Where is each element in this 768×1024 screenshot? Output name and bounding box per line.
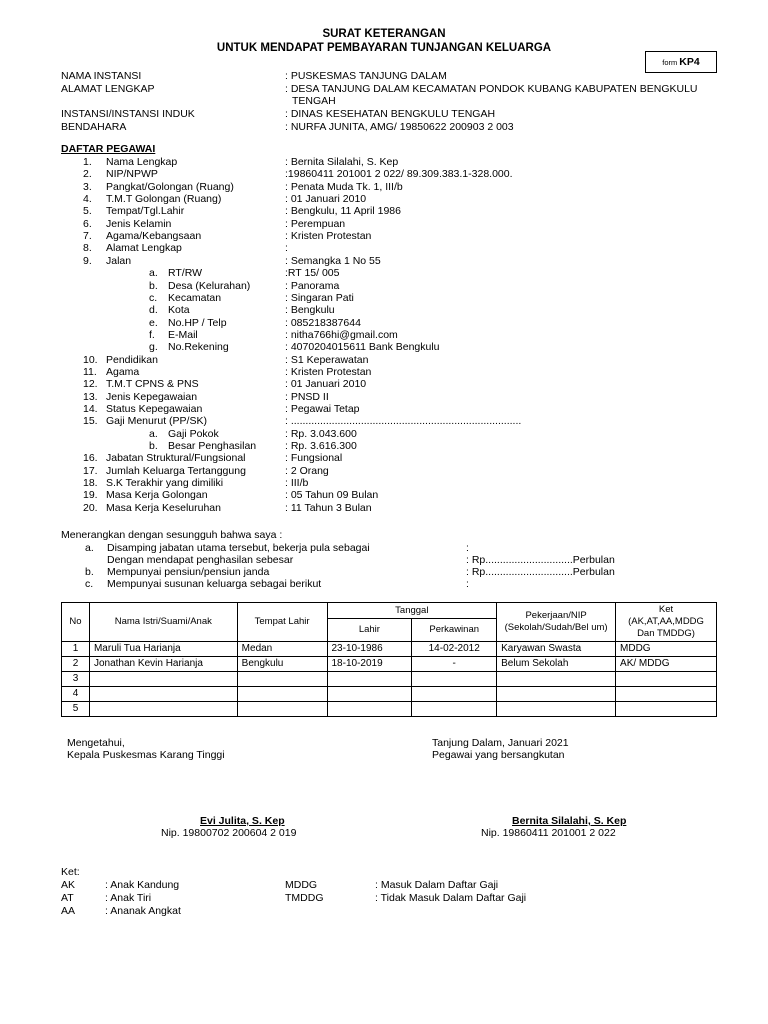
cell-tanggal-lahir [327,671,412,686]
sign-right-line2: Pegawai yang bersangkutan [432,749,565,761]
table-row [62,701,717,716]
cell-nama: Jonathan Kevin Harianja [89,656,237,671]
pegawai-item-label: Agama [106,366,140,378]
legend-code-mddg: MDDG [285,879,318,891]
cell-tempat-lahir [237,671,327,686]
pegawai-item-label: Gaji Menurut (PP/SK) [106,415,207,427]
pegawai-item-value: : nitha766hi@gmail.com [285,329,398,341]
pegawai-item-value: : Bernita Silalahi, S. Kep [285,156,399,168]
pegawai-item-label: T.M.T CPNS & PNS [106,378,199,390]
legend-desc-tmddg: : Tidak Masuk Dalam Daftar Gaji [375,892,527,904]
pegawai-item-value: : 11 Tahun 3 Bulan [285,502,372,514]
pegawai-item-value: :RT 15/ 005 [285,267,340,279]
form-code-box [645,51,717,73]
sign-left-nip: Nip. 19800702 200604 2 019 [161,827,297,839]
pegawai-item-number: 2. [83,168,92,180]
pegawai-item-value: : Perempuan [285,218,346,230]
cell-ket [616,686,717,701]
pegawai-item-label: Pendidikan [106,354,158,366]
cell-ket: MDDG [616,641,717,656]
pegawai-item-value: : 085218387644 [285,317,361,329]
pegawai-item-number: e. [149,317,158,329]
header-nama: Nama Istri/Suami/Anak [89,603,237,642]
pegawai-item-number: b. [149,280,158,292]
pegawai-item-label: Alamat Lengkap [106,242,182,254]
cell-tanggal-perkawinan: 14-02-2012 [412,641,497,656]
pegawai-item-number: f. [149,329,155,341]
pegawai-item-label: Pangkat/Golongan (Ruang) [106,181,234,193]
pegawai-item-label: Desa (Kelurahan) [168,280,251,292]
pegawai-item-label: NIP/NPWP [106,168,158,180]
legend-desc-ak: : Anak Kandung [105,879,180,891]
menerangkan-intro: Menerangkan dengan sesungguh bahwa saya : [61,529,283,541]
form-prefix: form [662,57,678,67]
value-instansi-induk: : DINAS KESEHATAN BENGKULU TENGAH [285,108,496,120]
pegawai-item-value: : Penata Muda Tk. 1, III/b [285,181,403,193]
value-bendahara: : NURFA JUNITA, AMG/ 19850622 200903 2 003 [285,121,514,133]
menerangkan-value-a2: : Rp..............................Perbulan [466,554,615,566]
sign-left-name: Evi Julita, S. Kep [200,815,285,827]
pegawai-item-number: a. [149,267,158,279]
pegawai-item-number: 4. [83,193,92,205]
pegawai-item-number: 1. [83,156,92,168]
header-no: No [62,603,90,642]
cell-no: 4 [62,686,90,701]
pegawai-item-label: Jumlah Keluarga Tertanggung [106,465,246,477]
cell-tempat-lahir: Bengkulu [237,656,327,671]
table-row [62,641,717,656]
pegawai-item-value: : Rp. 3.616.300 [285,440,357,452]
menerangkan-text-a2: Dengan mendapat penghasilan sebesar [107,554,294,566]
cell-no: 3 [62,671,90,686]
pegawai-item-label: Agama/Kebangsaan [106,230,202,242]
pegawai-item-number: 7. [83,230,92,242]
cell-tanggal-lahir: 18-10-2019 [327,656,412,671]
pegawai-item-label: No.HP / Telp [168,317,227,329]
cell-tanggal-lahir: 23-10-1986 [327,641,412,656]
pegawai-item-value: : Semangka 1 No 55 [285,255,381,267]
cell-nama [89,671,237,686]
pegawai-item-number: 13. [83,391,98,403]
pegawai-item-label: Masa Kerja Golongan [106,489,208,501]
menerangkan-text-c: Mempunyai susunan keluarga sebagai berikut [107,578,322,590]
document-title: SURAT KETERANGAN [322,28,446,40]
pegawai-item-number: a. [149,428,158,440]
value-alamat-lengkap: : DESA TANJUNG DALAM KECAMATAN PONDOK KUBANG KABUPATEN BENGKULU [285,83,698,95]
sign-left-line1: Mengetahui, [67,737,125,749]
pegawai-item-value: : 01 Januari 2010 [285,193,367,205]
legend-desc-at: : Anak Tiri [105,892,152,904]
pegawai-item-value: : Panorama [285,280,340,292]
pegawai-item-label: Nama Lengkap [106,156,178,168]
cell-tanggal-lahir [327,701,412,716]
header-tanggal: Tanggal [327,603,497,619]
pegawai-item-label: Tempat/Tgl.Lahir [106,205,185,217]
pegawai-item-number: d. [149,304,158,316]
cell-pekerjaan [497,671,616,686]
pegawai-item-label: Kecamatan [168,292,222,304]
pegawai-item-label: T.M.T Golongan (Ruang) [106,193,222,205]
pegawai-item-number: c. [149,292,158,304]
cell-tanggal-perkawinan [412,686,497,701]
legend-code-at: AT [61,892,74,904]
family-table [61,602,717,717]
sign-left-line2: Kepala Puskesmas Karang Tinggi [67,749,225,761]
pegawai-item-number: 8. [83,242,92,254]
pegawai-item-number: 10. [83,354,98,366]
cell-tempat-lahir [237,701,327,716]
cell-no: 2 [62,656,90,671]
pegawai-item-label: No.Rekening [168,341,229,353]
pegawai-item-number: 14. [83,403,98,415]
pegawai-item-number: 19. [83,489,98,501]
menerangkan-letter-b: b. [85,566,94,578]
pegawai-item-number: 11. [83,366,97,378]
pegawai-item-value: : Fungsional [285,452,343,464]
cell-no: 5 [62,701,90,716]
menerangkan-value-c: : [466,578,469,590]
header-ket: Ket (AK,AT,AA,MDDG Dan TMDDG) [616,603,717,642]
pegawai-item-value: : Pegawai Tetap [285,403,360,415]
pegawai-item-label: Besar Penghasilan [168,440,257,452]
legend-desc-aa: : Ananak Angkat [105,905,181,917]
pegawai-item-label: Gaji Pokok [168,428,219,440]
pegawai-item-label: Jalan [106,255,132,267]
menerangkan-letter-c: c. [85,578,94,590]
pegawai-item-label: E-Mail [168,329,198,341]
cell-tanggal-perkawinan [412,671,497,686]
cell-no: 1 [62,641,90,656]
value-alamat-lengkap-line2: TENGAH [292,95,336,107]
cell-tanggal-perkawinan: - [412,656,497,671]
pegawai-item-label: Masa Kerja Keseluruhan [106,502,221,514]
pegawai-item-label: Kota [168,304,190,316]
pegawai-item-value: : III/b [285,477,309,489]
menerangkan-letter-a: a. [85,542,94,554]
pegawai-item-number: 6. [83,218,92,230]
pegawai-item-label: Jabatan Struktural/Fungsional [106,452,246,464]
pegawai-item-value: : Rp. 3.043.600 [285,428,357,440]
cell-pekerjaan: Karyawan Swasta [497,641,616,656]
pegawai-item-number: 16. [83,452,98,464]
header-lahir: Lahir [327,619,412,641]
menerangkan-value-b: : Rp..............................Perbulan [466,566,615,578]
pegawai-item-number: 5. [83,205,92,217]
pegawai-item-value: : Kristen Protestan [285,366,372,378]
pegawai-item-value: : ............................................................................... [285,415,522,427]
header-tempat-lahir: Tempat Lahir [237,603,327,642]
table-row [62,656,717,671]
pegawai-item-label: Jenis Kepegawaian [106,391,198,403]
document-subtitle: UNTUK MENDAPAT PEMBAYARAN TUNJANGAN KELUARGA [216,42,552,54]
table-row [62,671,717,686]
table-row [62,686,717,701]
cell-pekerjaan [497,686,616,701]
pegawai-item-number: 20. [83,502,98,514]
header-perkawinan: Perkawinan [412,619,497,641]
pegawai-item-value: : Bengkulu [285,304,335,316]
menerangkan-value-a: : [466,542,469,554]
cell-ket: AK/ MDDG [616,656,717,671]
legend-code-ak: AK [61,879,76,891]
section-title-daftar-pegawai: DAFTAR PEGAWAI [61,143,156,155]
menerangkan-text-a: Disamping jabatan utama tersebut, bekerja pula sebagai [107,542,370,554]
pegawai-item-number: 17. [83,465,98,477]
pegawai-item-number: 9. [83,255,92,267]
cell-tempat-lahir: Medan [237,641,327,656]
pegawai-item-value: :19860411 201001 2 022/ 89.309.383.1-328.000. [285,168,513,180]
pegawai-item-label: Status Kepegawaian [106,403,203,415]
form-code: KP4 [679,55,700,68]
legend-code-tmddg: TMDDG [285,892,324,904]
pegawai-item-number: b. [149,440,158,452]
pegawai-item-number: 18. [83,477,98,489]
label-nama-instansi: NAMA INSTANSI [61,70,142,82]
pegawai-item-value: : 01 Januari 2010 [285,378,367,390]
cell-tanggal-perkawinan [412,701,497,716]
cell-ket [616,671,717,686]
label-bendahara: BENDAHARA [61,121,127,133]
label-alamat-lengkap: ALAMAT LENGKAP [61,83,155,95]
pegawai-item-value: : Bengkulu, 11 April 1986 [285,205,401,217]
sign-right-line1: Tanjung Dalam, Januari 2021 [432,737,569,749]
legend-desc-mddg: : Masuk Dalam Daftar Gaji [375,879,499,891]
cell-tempat-lahir [237,686,327,701]
pegawai-item-label: RT/RW [168,267,203,279]
pegawai-item-number: 12. [83,378,98,390]
pegawai-item-number: 15. [83,415,98,427]
sign-right-nip: Nip. 19860411 201001 2 022 [481,827,616,839]
pegawai-item-label: Jenis Kelamin [106,218,172,230]
pegawai-item-value: : 2 Orang [285,465,329,477]
pegawai-item-label: S.K Terakhir yang dimiliki [106,477,224,489]
cell-tanggal-lahir [327,686,412,701]
legend-code-aa: AA [61,905,76,917]
pegawai-item-value: : Kristen Protestan [285,230,372,242]
label-instansi-induk: INSTANSI/INSTANSI INDUK [61,108,195,120]
pegawai-item-value: : S1 Keperawatan [285,354,369,366]
pegawai-item-value: : [285,242,288,254]
cell-ket [616,701,717,716]
pegawai-item-value: : Singaran Pati [285,292,354,304]
cell-pekerjaan: Belum Sekolah [497,656,616,671]
sign-right-name: Bernita Silalahi, S. Kep [512,815,627,827]
value-nama-instansi: : PUSKESMAS TANJUNG DALAM [285,70,447,82]
pegawai-item-value: : 05 Tahun 09 Bulan [285,489,379,501]
legend-title: Ket: [61,866,80,878]
cell-nama [89,686,237,701]
pegawai-item-number: g. [149,341,158,353]
pegawai-item-value: : 4070204015611 Bank Bengkulu [285,341,440,353]
cell-nama: Maruli Tua Harianja [89,641,237,656]
header-pekerjaan: Pekerjaan/NIP (Sekolah/Sudah/Bel um) [497,603,616,642]
pegawai-item-number: 3. [83,181,92,193]
cell-pekerjaan [497,701,616,716]
menerangkan-text-b: Mempunyai pensiun/pensiun janda [107,566,270,578]
cell-nama [89,701,237,716]
pegawai-item-value: : PNSD II [285,391,329,403]
